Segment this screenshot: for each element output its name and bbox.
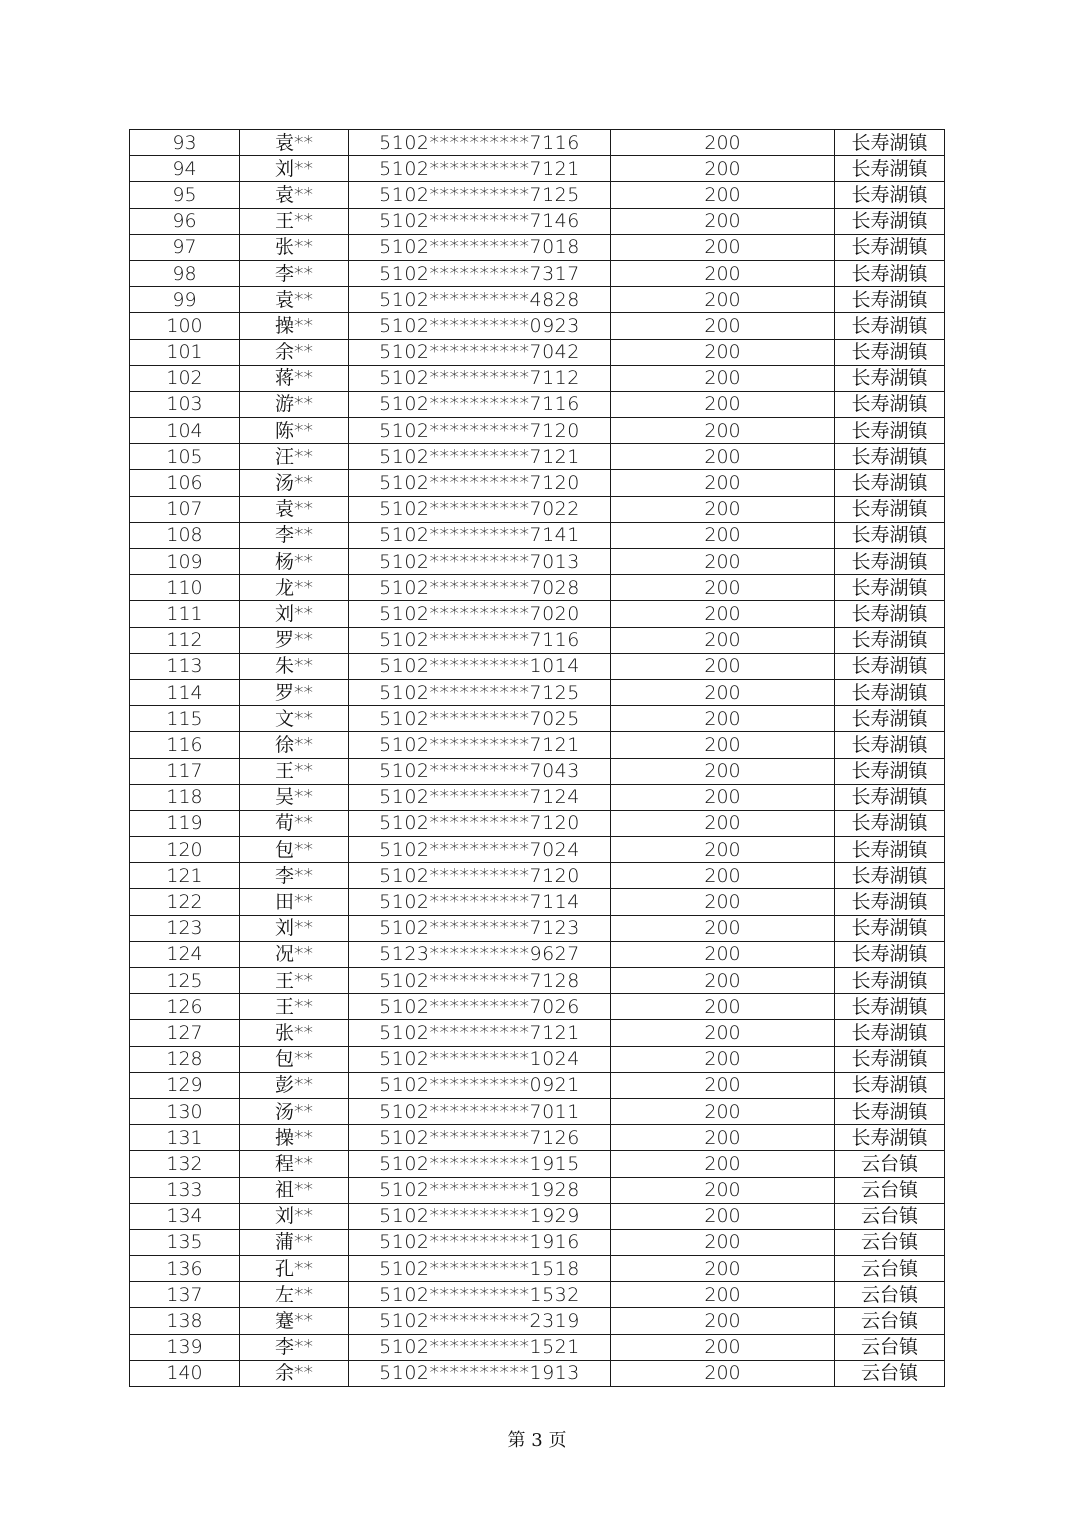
table-row (130, 1046, 945, 1072)
cell-id-number: 5102**********1518 (349, 1256, 611, 1282)
cell-serial-number: 94 (130, 156, 240, 182)
cell-name: 杨** (240, 549, 349, 575)
cell-township: 云台镇 (835, 1360, 945, 1386)
table-row (130, 1203, 945, 1229)
table-row (130, 575, 945, 601)
cell-id-number: 5102**********7121 (349, 1020, 611, 1046)
cell-id-number: 5102**********7121 (349, 156, 611, 182)
cell-id-number: 5102**********7126 (349, 1125, 611, 1151)
cell-name: 汪** (240, 444, 349, 470)
cell-township: 长寿湖镇 (835, 575, 945, 601)
cell-id-number: 5102**********7114 (349, 889, 611, 915)
table-row (130, 496, 945, 522)
cell-serial-number: 103 (130, 391, 240, 417)
cell-name: 罗** (240, 627, 349, 653)
cell-id-number: 5102**********7116 (349, 391, 611, 417)
cell-name: 彭** (240, 1072, 349, 1098)
cell-serial-number: 117 (130, 758, 240, 784)
cell-township: 云台镇 (835, 1282, 945, 1308)
table-row (130, 130, 945, 156)
cell-name: 蒲** (240, 1229, 349, 1255)
cell-serial-number: 127 (130, 1020, 240, 1046)
cell-serial-number: 106 (130, 470, 240, 496)
cell-serial-number: 113 (130, 653, 240, 679)
cell-amount: 200 (611, 679, 835, 705)
cell-amount: 200 (611, 418, 835, 444)
cell-id-number: 5102**********7128 (349, 968, 611, 994)
table-row (130, 1072, 945, 1098)
cell-name: 文** (240, 706, 349, 732)
cell-serial-number: 124 (130, 941, 240, 967)
cell-township: 长寿湖镇 (835, 784, 945, 810)
cell-township: 长寿湖镇 (835, 1098, 945, 1124)
table-row (130, 182, 945, 208)
cell-township: 长寿湖镇 (835, 260, 945, 286)
table-row (130, 1282, 945, 1308)
cell-township: 长寿湖镇 (835, 287, 945, 313)
cell-id-number: 5102**********7018 (349, 234, 611, 260)
table-row (130, 1098, 945, 1124)
cell-amount: 200 (611, 130, 835, 156)
cell-serial-number: 107 (130, 496, 240, 522)
cell-amount: 200 (611, 575, 835, 601)
cell-name: 陈** (240, 418, 349, 444)
table-row (130, 679, 945, 705)
cell-serial-number: 101 (130, 339, 240, 365)
cell-township: 长寿湖镇 (835, 391, 945, 417)
cell-id-number: 5102**********7141 (349, 522, 611, 548)
cell-name: 刘** (240, 1203, 349, 1229)
table-row (130, 1125, 945, 1151)
cell-id-number: 5102**********1928 (349, 1177, 611, 1203)
cell-name: 王** (240, 208, 349, 234)
cell-township: 长寿湖镇 (835, 653, 945, 679)
cell-amount: 200 (611, 287, 835, 313)
table-row (130, 994, 945, 1020)
cell-township: 长寿湖镇 (835, 1072, 945, 1098)
cell-name: 操** (240, 313, 349, 339)
cell-serial-number: 131 (130, 1125, 240, 1151)
cell-serial-number: 133 (130, 1177, 240, 1203)
cell-amount: 200 (611, 784, 835, 810)
cell-amount: 200 (611, 1177, 835, 1203)
cell-serial-number: 110 (130, 575, 240, 601)
cell-name: 孔** (240, 1256, 349, 1282)
cell-serial-number: 136 (130, 1256, 240, 1282)
cell-name: 龙** (240, 575, 349, 601)
table-row (130, 863, 945, 889)
cell-serial-number: 104 (130, 418, 240, 444)
cell-amount: 200 (611, 1282, 835, 1308)
cell-name: 张** (240, 1020, 349, 1046)
cell-township: 长寿湖镇 (835, 418, 945, 444)
table-row (130, 156, 945, 182)
cell-amount: 200 (611, 496, 835, 522)
table-row (130, 810, 945, 836)
cell-amount: 200 (611, 522, 835, 548)
cell-amount: 200 (611, 994, 835, 1020)
page-number-footer: 第 3 页 (507, 1430, 567, 1451)
cell-id-number: 5102**********7020 (349, 601, 611, 627)
cell-id-number: 5102**********7042 (349, 339, 611, 365)
cell-serial-number: 121 (130, 863, 240, 889)
cell-serial-number: 139 (130, 1334, 240, 1360)
cell-name: 李** (240, 260, 349, 286)
cell-name: 祖** (240, 1177, 349, 1203)
cell-township: 长寿湖镇 (835, 915, 945, 941)
cell-name: 袁** (240, 287, 349, 313)
cell-id-number: 5102**********7121 (349, 732, 611, 758)
cell-serial-number: 111 (130, 601, 240, 627)
cell-township: 长寿湖镇 (835, 679, 945, 705)
cell-id-number: 5102**********7120 (349, 470, 611, 496)
cell-id-number: 5102**********7026 (349, 994, 611, 1020)
cell-id-number: 5102**********7024 (349, 837, 611, 863)
cell-township: 长寿湖镇 (835, 156, 945, 182)
cell-township: 长寿湖镇 (835, 549, 945, 575)
cell-amount: 200 (611, 1046, 835, 1072)
table-row (130, 234, 945, 260)
cell-amount: 200 (611, 706, 835, 732)
cell-name: 袁** (240, 130, 349, 156)
cell-township: 云台镇 (835, 1229, 945, 1255)
cell-amount: 200 (611, 260, 835, 286)
cell-township: 云台镇 (835, 1308, 945, 1334)
cell-id-number: 5102**********7120 (349, 863, 611, 889)
cell-id-number: 5102**********7120 (349, 418, 611, 444)
cell-id-number: 5102**********4828 (349, 287, 611, 313)
cell-township: 长寿湖镇 (835, 601, 945, 627)
cell-amount: 200 (611, 156, 835, 182)
cell-serial-number: 135 (130, 1229, 240, 1255)
cell-name: 王** (240, 994, 349, 1020)
cell-id-number: 5102**********7022 (349, 496, 611, 522)
cell-township: 云台镇 (835, 1256, 945, 1282)
cell-amount: 200 (611, 1360, 835, 1386)
table-row (130, 968, 945, 994)
cell-serial-number: 118 (130, 784, 240, 810)
table-row (130, 889, 945, 915)
cell-id-number: 5102**********7112 (349, 365, 611, 391)
cell-id-number: 5102**********1014 (349, 653, 611, 679)
cell-township: 长寿湖镇 (835, 1020, 945, 1046)
table-row (130, 444, 945, 470)
cell-amount: 200 (611, 339, 835, 365)
table-row (130, 1177, 945, 1203)
table-row (130, 260, 945, 286)
cell-serial-number: 98 (130, 260, 240, 286)
cell-township: 长寿湖镇 (835, 732, 945, 758)
cell-amount: 200 (611, 1334, 835, 1360)
cell-amount: 200 (611, 1308, 835, 1334)
cell-name: 荀** (240, 810, 349, 836)
table-row (130, 837, 945, 863)
cell-township: 长寿湖镇 (835, 1125, 945, 1151)
cell-amount: 200 (611, 941, 835, 967)
cell-serial-number: 105 (130, 444, 240, 470)
cell-serial-number: 125 (130, 968, 240, 994)
cell-township: 长寿湖镇 (835, 522, 945, 548)
cell-serial-number: 128 (130, 1046, 240, 1072)
table-row (130, 784, 945, 810)
cell-amount: 200 (611, 313, 835, 339)
table-row (130, 365, 945, 391)
table-row (130, 522, 945, 548)
cell-name: 左** (240, 1282, 349, 1308)
cell-id-number: 5102**********7123 (349, 915, 611, 941)
cell-id-number: 5102**********1532 (349, 1282, 611, 1308)
table-row (130, 1020, 945, 1046)
cell-name: 操** (240, 1125, 349, 1151)
table-row (130, 313, 945, 339)
cell-township: 长寿湖镇 (835, 470, 945, 496)
cell-id-number: 5102**********7125 (349, 182, 611, 208)
table-row (130, 549, 945, 575)
cell-amount: 200 (611, 1229, 835, 1255)
table-row (130, 287, 945, 313)
cell-township: 长寿湖镇 (835, 339, 945, 365)
cell-township: 长寿湖镇 (835, 313, 945, 339)
cell-amount: 200 (611, 1125, 835, 1151)
cell-township: 长寿湖镇 (835, 758, 945, 784)
table-row (130, 208, 945, 234)
cell-serial-number: 129 (130, 1072, 240, 1098)
cell-serial-number: 126 (130, 994, 240, 1020)
cell-amount: 200 (611, 732, 835, 758)
cell-township: 长寿湖镇 (835, 130, 945, 156)
cell-name: 游** (240, 391, 349, 417)
cell-serial-number: 112 (130, 627, 240, 653)
cell-amount: 200 (611, 627, 835, 653)
table-row (130, 339, 945, 365)
table-row (130, 627, 945, 653)
cell-id-number: 5102**********7025 (349, 706, 611, 732)
cell-name: 包** (240, 1046, 349, 1072)
cell-name: 蒋** (240, 365, 349, 391)
cell-serial-number: 109 (130, 549, 240, 575)
cell-amount: 200 (611, 1151, 835, 1177)
cell-serial-number: 132 (130, 1151, 240, 1177)
cell-id-number: 5102**********7317 (349, 260, 611, 286)
cell-serial-number: 97 (130, 234, 240, 260)
cell-township: 长寿湖镇 (835, 863, 945, 889)
cell-serial-number: 134 (130, 1203, 240, 1229)
cell-name: 刘** (240, 601, 349, 627)
cell-township: 长寿湖镇 (835, 444, 945, 470)
table-row (130, 1360, 945, 1386)
cell-amount: 200 (611, 208, 835, 234)
cell-id-number: 5123**********9627 (349, 941, 611, 967)
table-row (130, 732, 945, 758)
cell-township: 长寿湖镇 (835, 208, 945, 234)
cell-amount: 200 (611, 1072, 835, 1098)
table-row (130, 706, 945, 732)
table-row (130, 470, 945, 496)
table-row (130, 653, 945, 679)
cell-serial-number: 130 (130, 1098, 240, 1124)
cell-id-number: 5102**********2319 (349, 1308, 611, 1334)
cell-name: 朱** (240, 653, 349, 679)
cell-id-number: 5102**********7043 (349, 758, 611, 784)
cell-amount: 200 (611, 1256, 835, 1282)
cell-serial-number: 137 (130, 1282, 240, 1308)
cell-id-number: 5102**********1913 (349, 1360, 611, 1386)
cell-township: 云台镇 (835, 1151, 945, 1177)
cell-serial-number: 102 (130, 365, 240, 391)
cell-amount: 200 (611, 968, 835, 994)
cell-township: 云台镇 (835, 1177, 945, 1203)
cell-name: 田** (240, 889, 349, 915)
cell-amount: 200 (611, 1020, 835, 1046)
cell-township: 长寿湖镇 (835, 234, 945, 260)
cell-name: 袁** (240, 182, 349, 208)
cell-amount: 200 (611, 1203, 835, 1229)
cell-id-number: 5102**********7120 (349, 810, 611, 836)
cell-township: 长寿湖镇 (835, 889, 945, 915)
roster-table (129, 129, 945, 1387)
cell-name: 王** (240, 758, 349, 784)
cell-id-number: 5102**********1915 (349, 1151, 611, 1177)
cell-serial-number: 115 (130, 706, 240, 732)
cell-amount: 200 (611, 182, 835, 208)
cell-name: 余** (240, 1360, 349, 1386)
cell-name: 张** (240, 234, 349, 260)
cell-name: 汤** (240, 1098, 349, 1124)
cell-id-number: 5102**********7116 (349, 130, 611, 156)
table-row (130, 1151, 945, 1177)
cell-id-number: 5102**********7121 (349, 444, 611, 470)
cell-amount: 200 (611, 653, 835, 679)
cell-id-number: 5102**********1929 (349, 1203, 611, 1229)
cell-amount: 200 (611, 863, 835, 889)
cell-name: 王** (240, 968, 349, 994)
cell-name: 包** (240, 837, 349, 863)
cell-id-number: 5102**********7146 (349, 208, 611, 234)
table-row (130, 758, 945, 784)
cell-township: 云台镇 (835, 1203, 945, 1229)
table-row (130, 418, 945, 444)
cell-township: 长寿湖镇 (835, 365, 945, 391)
cell-name: 汤** (240, 470, 349, 496)
cell-name: 李** (240, 863, 349, 889)
cell-id-number: 5102**********1024 (349, 1046, 611, 1072)
cell-township: 长寿湖镇 (835, 706, 945, 732)
cell-amount: 200 (611, 444, 835, 470)
cell-amount: 200 (611, 1098, 835, 1124)
cell-id-number: 5102**********1916 (349, 1229, 611, 1255)
table-row (130, 1229, 945, 1255)
cell-township: 长寿湖镇 (835, 968, 945, 994)
cell-serial-number: 93 (130, 130, 240, 156)
cell-name: 程** (240, 1151, 349, 1177)
cell-serial-number: 96 (130, 208, 240, 234)
cell-amount: 200 (611, 889, 835, 915)
cell-township: 长寿湖镇 (835, 994, 945, 1020)
cell-id-number: 5102**********7011 (349, 1098, 611, 1124)
cell-serial-number: 116 (130, 732, 240, 758)
cell-id-number: 5102**********7028 (349, 575, 611, 601)
cell-township: 长寿湖镇 (835, 496, 945, 522)
table-row (130, 941, 945, 967)
cell-serial-number: 120 (130, 837, 240, 863)
cell-name: 况** (240, 941, 349, 967)
cell-serial-number: 100 (130, 313, 240, 339)
cell-id-number: 5102**********7116 (349, 627, 611, 653)
cell-id-number: 5102**********7125 (349, 679, 611, 705)
cell-amount: 200 (611, 601, 835, 627)
cell-serial-number: 108 (130, 522, 240, 548)
cell-serial-number: 140 (130, 1360, 240, 1386)
cell-amount: 200 (611, 234, 835, 260)
cell-name: 袁** (240, 496, 349, 522)
cell-amount: 200 (611, 915, 835, 941)
cell-name: 余** (240, 339, 349, 365)
table-row (130, 391, 945, 417)
cell-name: 罗** (240, 679, 349, 705)
cell-amount: 200 (611, 837, 835, 863)
cell-id-number: 5102**********7124 (349, 784, 611, 810)
table-row (130, 601, 945, 627)
cell-serial-number: 122 (130, 889, 240, 915)
cell-serial-number: 114 (130, 679, 240, 705)
cell-township: 长寿湖镇 (835, 837, 945, 863)
table-row (130, 1334, 945, 1360)
cell-township: 长寿湖镇 (835, 627, 945, 653)
roster-table-body (130, 130, 945, 1387)
cell-name: 蹇** (240, 1308, 349, 1334)
cell-serial-number: 119 (130, 810, 240, 836)
cell-amount: 200 (611, 549, 835, 575)
cell-township: 长寿湖镇 (835, 810, 945, 836)
cell-id-number: 5102**********7013 (349, 549, 611, 575)
cell-serial-number: 99 (130, 287, 240, 313)
cell-name: 刘** (240, 156, 349, 182)
cell-serial-number: 95 (130, 182, 240, 208)
cell-amount: 200 (611, 470, 835, 496)
cell-name: 李** (240, 522, 349, 548)
cell-name: 徐** (240, 732, 349, 758)
cell-township: 长寿湖镇 (835, 1046, 945, 1072)
cell-id-number: 5102**********1521 (349, 1334, 611, 1360)
cell-name: 李** (240, 1334, 349, 1360)
cell-id-number: 5102**********0923 (349, 313, 611, 339)
cell-id-number: 5102**********0921 (349, 1072, 611, 1098)
cell-name: 吴** (240, 784, 349, 810)
cell-name: 刘** (240, 915, 349, 941)
cell-amount: 200 (611, 365, 835, 391)
table-row (130, 1308, 945, 1334)
cell-township: 长寿湖镇 (835, 941, 945, 967)
cell-township: 长寿湖镇 (835, 182, 945, 208)
cell-serial-number: 123 (130, 915, 240, 941)
cell-amount: 200 (611, 391, 835, 417)
cell-serial-number: 138 (130, 1308, 240, 1334)
table-row (130, 915, 945, 941)
table-row (130, 1256, 945, 1282)
cell-amount: 200 (611, 758, 835, 784)
cell-township: 云台镇 (835, 1334, 945, 1360)
cell-amount: 200 (611, 810, 835, 836)
